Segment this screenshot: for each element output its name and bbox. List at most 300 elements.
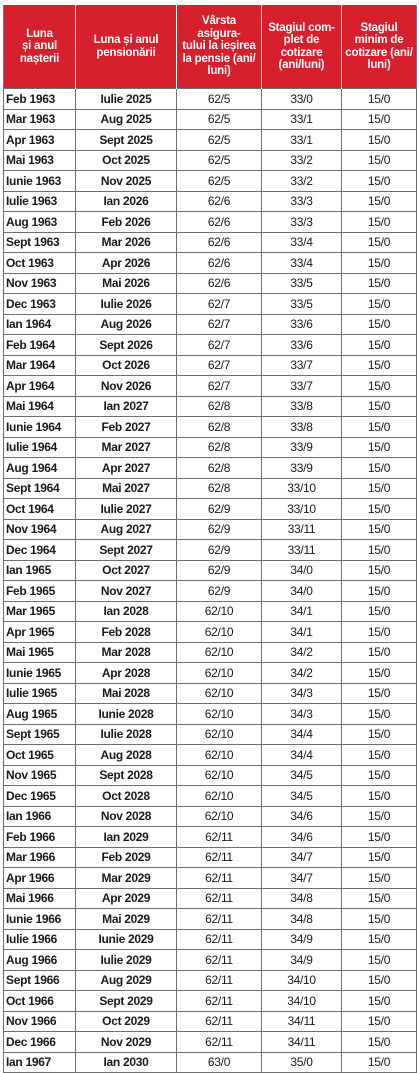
minimum-contribution-cell: 15/0 [342, 519, 417, 540]
table-row [4, 232, 417, 253]
full-contribution-cell: 33/10 [262, 499, 342, 520]
retirement-age-cell: 62/7 [177, 355, 262, 376]
birth-date-cell: Aug 1964 [4, 458, 76, 479]
full-contribution-cell: 33/3 [262, 191, 342, 212]
retirement-date-cell: Ian 2028 [76, 601, 177, 622]
birth-date-cell: Oct 1963 [4, 253, 76, 274]
retirement-date-cell: Mai 2027 [76, 478, 177, 499]
birth-date-cell: Apr 1963 [4, 130, 76, 151]
table-row [4, 909, 417, 930]
full-contribution-cell: 33/5 [262, 294, 342, 315]
table-row [4, 540, 417, 561]
minimum-contribution-cell: 15/0 [342, 540, 417, 561]
minimum-contribution-cell: 15/0 [342, 89, 417, 110]
full-contribution-cell: 34/1 [262, 622, 342, 643]
retirement-date-cell: Feb 2028 [76, 622, 177, 643]
full-contribution-cell: 33/7 [262, 376, 342, 397]
retirement-date-cell: Aug 2028 [76, 745, 177, 766]
table-row [4, 847, 417, 868]
retirement-date-cell: Sept 2025 [76, 130, 177, 151]
minimum-contribution-cell: 15/0 [342, 929, 417, 950]
header-line: Luna [26, 27, 53, 40]
retirement-date-cell: Feb 2027 [76, 417, 177, 438]
table-row [4, 786, 417, 807]
minimum-contribution-cell: 15/0 [342, 171, 417, 192]
minimum-contribution-cell: 15/0 [342, 581, 417, 602]
header-retirement-month-year [76, 5, 177, 89]
table-row [4, 171, 417, 192]
retirement-date-cell: Apr 2029 [76, 888, 177, 909]
header-line: Stagiul [360, 21, 398, 34]
retirement-date-cell: Oct 2029 [76, 1011, 177, 1032]
birth-date-cell: Feb 1966 [4, 827, 76, 848]
minimum-contribution-cell: 15/0 [342, 1011, 417, 1032]
retirement-date-cell: Iulie 2026 [76, 294, 177, 315]
birth-date-cell: Iulie 1965 [4, 683, 76, 704]
table-row [4, 478, 417, 499]
full-contribution-cell: 33/4 [262, 253, 342, 274]
table-row [4, 765, 417, 786]
retirement-age-cell: 62/11 [177, 1011, 262, 1032]
retirement-date-cell: Mar 2029 [76, 868, 177, 889]
retirement-age-cell: 62/10 [177, 642, 262, 663]
table-row [4, 212, 417, 233]
birth-date-cell: Mar 1965 [4, 601, 76, 622]
full-contribution-cell: 34/3 [262, 704, 342, 725]
retirement-age-cell: 62/8 [177, 437, 262, 458]
retirement-age-cell: 62/11 [177, 827, 262, 848]
minimum-contribution-cell: 15/0 [342, 683, 417, 704]
full-contribution-cell: 34/9 [262, 929, 342, 950]
retirement-age-cell: 62/10 [177, 601, 262, 622]
birth-date-cell: Aug 1963 [4, 212, 76, 233]
minimum-contribution-cell: 15/0 [342, 560, 417, 581]
birth-date-cell: Sept 1964 [4, 478, 76, 499]
full-contribution-cell: 34/0 [262, 581, 342, 602]
table-body [4, 89, 417, 1073]
full-contribution-cell: 33/7 [262, 355, 342, 376]
birth-date-cell: Ian 1967 [4, 1052, 76, 1073]
full-contribution-cell: 33/8 [262, 417, 342, 438]
minimum-contribution-cell: 15/0 [342, 1032, 417, 1053]
retirement-age-cell: 62/10 [177, 745, 262, 766]
table-row [4, 314, 417, 335]
retirement-age-cell: 62/5 [177, 89, 262, 110]
retirement-age-cell: 62/7 [177, 376, 262, 397]
birth-date-cell: Iunie 1963 [4, 171, 76, 192]
table-row [4, 417, 417, 438]
full-contribution-cell: 34/7 [262, 868, 342, 889]
header-full-contribution-period [262, 5, 342, 89]
birth-date-cell: Iulie 1966 [4, 929, 76, 950]
table-row [4, 355, 417, 376]
table-row [4, 1032, 417, 1053]
retirement-date-cell: Ian 2030 [76, 1052, 177, 1073]
table-row [4, 191, 417, 212]
table-row [4, 1011, 417, 1032]
table-row [4, 273, 417, 294]
table-row [4, 581, 417, 602]
birth-date-cell: Apr 1966 [4, 868, 76, 889]
birth-date-cell: Iunie 1964 [4, 417, 76, 438]
minimum-contribution-cell: 15/0 [342, 909, 417, 930]
retirement-age-cell: 62/11 [177, 888, 262, 909]
minimum-contribution-cell: 15/0 [342, 765, 417, 786]
retirement-date-cell: Iunie 2028 [76, 704, 177, 725]
header-line: Vârsta asigura- [197, 15, 241, 40]
retirement-date-cell: Mai 2026 [76, 273, 177, 294]
retirement-age-cell: 62/10 [177, 765, 262, 786]
retirement-date-cell: Sept 2028 [76, 765, 177, 786]
full-contribution-cell: 34/0 [262, 560, 342, 581]
full-contribution-cell: 33/11 [262, 540, 342, 561]
retirement-date-cell: Mar 2026 [76, 232, 177, 253]
retirement-age-cell: 62/8 [177, 458, 262, 479]
retirement-date-cell: Sept 2027 [76, 540, 177, 561]
full-contribution-cell: 35/0 [262, 1052, 342, 1073]
full-contribution-cell: 34/5 [262, 786, 342, 807]
full-contribution-cell: 33/1 [262, 109, 342, 130]
full-contribution-cell: 33/8 [262, 396, 342, 417]
retirement-age-cell: 62/10 [177, 724, 262, 745]
birth-date-cell: Dec 1963 [4, 294, 76, 315]
full-contribution-cell: 33/1 [262, 130, 342, 151]
header-retirement-age [177, 5, 262, 89]
birth-date-cell: Mar 1966 [4, 847, 76, 868]
minimum-contribution-cell: 15/0 [342, 745, 417, 766]
table-row [4, 499, 417, 520]
birth-date-cell: Iunie 1965 [4, 663, 76, 684]
retirement-age-cell: 62/5 [177, 130, 262, 151]
birth-date-cell: Sept 1965 [4, 724, 76, 745]
table-row [4, 294, 417, 315]
minimum-contribution-cell: 15/0 [342, 847, 417, 868]
retirement-age-cell: 62/6 [177, 232, 262, 253]
header-minimum-contribution-period [342, 5, 417, 89]
retirement-date-cell: Ian 2026 [76, 191, 177, 212]
table-row [4, 130, 417, 151]
birth-date-cell: Feb 1963 [4, 89, 76, 110]
retirement-age-cell: 62/9 [177, 519, 262, 540]
birth-date-cell: Mai 1964 [4, 396, 76, 417]
table-row [4, 1052, 417, 1073]
birth-date-cell: Iulie 1964 [4, 437, 76, 458]
table-row [4, 663, 417, 684]
retirement-age-cell: 62/9 [177, 560, 262, 581]
full-contribution-cell: 34/3 [262, 683, 342, 704]
birth-date-cell: Mar 1963 [4, 109, 76, 130]
retirement-date-cell: Iulie 2029 [76, 950, 177, 971]
minimum-contribution-cell: 15/0 [342, 109, 417, 130]
header-line: tului la ieșirea [182, 40, 256, 53]
full-contribution-cell: 33/6 [262, 335, 342, 356]
table-row [4, 642, 417, 663]
minimum-contribution-cell: 15/0 [342, 991, 417, 1012]
birth-date-cell: Apr 1964 [4, 376, 76, 397]
birth-date-cell: Apr 1965 [4, 622, 76, 643]
minimum-contribution-cell: 15/0 [342, 212, 417, 233]
table-row [4, 806, 417, 827]
retirement-date-cell: Oct 2026 [76, 355, 177, 376]
retirement-date-cell: Mar 2028 [76, 642, 177, 663]
header-line: (ani/luni) [278, 59, 325, 71]
retirement-date-cell: Nov 2028 [76, 806, 177, 827]
table-row [4, 335, 417, 356]
minimum-contribution-cell: 15/0 [342, 396, 417, 417]
header-line: Stagiul com- [268, 21, 335, 34]
birth-date-cell: Mai 1965 [4, 642, 76, 663]
retirement-age-cell: 62/10 [177, 622, 262, 643]
full-contribution-cell: 33/4 [262, 232, 342, 253]
table-row [4, 458, 417, 479]
minimum-contribution-cell: 15/0 [342, 150, 417, 171]
minimum-contribution-cell: 15/0 [342, 478, 417, 499]
header-line: plet de cotizare [280, 34, 323, 59]
table-row [4, 991, 417, 1012]
retirement-age-cell: 62/11 [177, 970, 262, 991]
retirement-age-cell: 62/7 [177, 314, 262, 335]
retirement-age-cell: 62/6 [177, 191, 262, 212]
retirement-age-cell: 62/7 [177, 294, 262, 315]
retirement-age-cell: 62/6 [177, 273, 262, 294]
minimum-contribution-cell: 15/0 [342, 273, 417, 294]
minimum-contribution-cell: 15/0 [342, 232, 417, 253]
table-row [4, 745, 417, 766]
full-contribution-cell: 34/2 [262, 642, 342, 663]
birth-date-cell: Oct 1965 [4, 745, 76, 766]
retirement-age-cell: 62/6 [177, 253, 262, 274]
header-row [4, 5, 417, 89]
header-line: nașterii [19, 52, 60, 65]
minimum-contribution-cell: 15/0 [342, 499, 417, 520]
minimum-contribution-cell: 15/0 [342, 437, 417, 458]
retirement-age-cell: 62/11 [177, 1032, 262, 1053]
retirement-age-cell: 62/10 [177, 663, 262, 684]
retirement-date-cell: Nov 2027 [76, 581, 177, 602]
birth-date-cell: Nov 1966 [4, 1011, 76, 1032]
header-line: și anul [21, 40, 58, 53]
retirement-date-cell: Ian 2027 [76, 396, 177, 417]
birth-date-cell: Feb 1965 [4, 581, 76, 602]
table-row [4, 437, 417, 458]
header-line: luni) [207, 65, 231, 78]
birth-date-cell: Iulie 1963 [4, 191, 76, 212]
full-contribution-cell: 33/9 [262, 458, 342, 479]
birth-date-cell: Oct 1964 [4, 499, 76, 520]
minimum-contribution-cell: 15/0 [342, 827, 417, 848]
retirement-age-cell: 62/11 [177, 929, 262, 950]
birth-date-cell: Sept 1966 [4, 970, 76, 991]
retirement-age-cell: 62/9 [177, 581, 262, 602]
retirement-date-cell: Apr 2026 [76, 253, 177, 274]
minimum-contribution-cell: 15/0 [342, 335, 417, 356]
table-row [4, 622, 417, 643]
birth-date-cell: Ian 1964 [4, 314, 76, 335]
minimum-contribution-cell: 15/0 [342, 130, 417, 151]
retirement-date-cell: Iulie 2025 [76, 89, 177, 110]
retirement-date-cell: Apr 2028 [76, 663, 177, 684]
retirement-age-cell: 62/11 [177, 868, 262, 889]
minimum-contribution-cell: 15/0 [342, 191, 417, 212]
table-row [4, 970, 417, 991]
retirement-date-cell: Aug 2027 [76, 519, 177, 540]
retirement-age-cell: 62/6 [177, 212, 262, 233]
minimum-contribution-cell: 15/0 [342, 314, 417, 335]
full-contribution-cell: 34/10 [262, 991, 342, 1012]
birth-date-cell: Mar 1964 [4, 355, 76, 376]
full-contribution-cell: 34/11 [262, 1011, 342, 1032]
header-birth-month-year [4, 5, 76, 89]
header-line: luni) [367, 59, 391, 71]
minimum-contribution-cell: 15/0 [342, 950, 417, 971]
full-contribution-cell: 33/5 [262, 273, 342, 294]
retirement-age-cell: 62/7 [177, 335, 262, 356]
birth-date-cell: Nov 1963 [4, 273, 76, 294]
table-row [4, 150, 417, 171]
birth-date-cell: Ian 1966 [4, 806, 76, 827]
birth-date-cell: Nov 1965 [4, 765, 76, 786]
retirement-age-cell: 62/11 [177, 909, 262, 930]
retirement-date-cell: Apr 2027 [76, 458, 177, 479]
retirement-age-cell: 62/5 [177, 150, 262, 171]
birth-date-cell: Aug 1965 [4, 704, 76, 725]
birth-date-cell: Mai 1963 [4, 150, 76, 171]
birth-date-cell: Feb 1964 [4, 335, 76, 356]
full-contribution-cell: 34/5 [262, 765, 342, 786]
full-contribution-cell: 34/8 [262, 888, 342, 909]
minimum-contribution-cell: 15/0 [342, 1052, 417, 1073]
full-contribution-cell: 33/2 [262, 150, 342, 171]
birth-date-cell: Mai 1966 [4, 888, 76, 909]
full-contribution-cell: 34/2 [262, 663, 342, 684]
full-contribution-cell: 33/3 [262, 212, 342, 233]
retirement-date-cell: Sept 2029 [76, 991, 177, 1012]
header-line: minim de [354, 34, 404, 46]
retirement-age-cell: 62/8 [177, 396, 262, 417]
retirement-date-cell: Nov 2025 [76, 171, 177, 192]
pension-schedule-table [3, 5, 417, 1073]
birth-date-cell: Oct 1966 [4, 991, 76, 1012]
retirement-age-cell: 62/10 [177, 683, 262, 704]
header-line: cotizare (ani/ [345, 46, 413, 59]
retirement-date-cell: Mai 2029 [76, 909, 177, 930]
retirement-date-cell: Oct 2027 [76, 560, 177, 581]
table-row [4, 560, 417, 581]
retirement-date-cell: Aug 2029 [76, 970, 177, 991]
birth-date-cell: Nov 1964 [4, 519, 76, 540]
full-contribution-cell: 34/7 [262, 847, 342, 868]
full-contribution-cell: 34/6 [262, 806, 342, 827]
retirement-date-cell: Aug 2026 [76, 314, 177, 335]
minimum-contribution-cell: 15/0 [342, 724, 417, 745]
retirement-date-cell: Oct 2028 [76, 786, 177, 807]
birth-date-cell: Iunie 1966 [4, 909, 76, 930]
table-row [4, 888, 417, 909]
retirement-age-cell: 62/8 [177, 417, 262, 438]
full-contribution-cell: 33/0 [262, 89, 342, 110]
full-contribution-cell: 33/11 [262, 519, 342, 540]
retirement-age-cell: 62/5 [177, 109, 262, 130]
table-row [4, 253, 417, 274]
retirement-age-cell: 62/5 [177, 171, 262, 192]
retirement-date-cell: Nov 2026 [76, 376, 177, 397]
retirement-age-cell: 62/8 [177, 478, 262, 499]
retirement-date-cell: Sept 2026 [76, 335, 177, 356]
birth-date-cell: Dec 1964 [4, 540, 76, 561]
birth-date-cell: Dec 1965 [4, 786, 76, 807]
minimum-contribution-cell: 15/0 [342, 417, 417, 438]
minimum-contribution-cell: 15/0 [342, 786, 417, 807]
full-contribution-cell: 34/10 [262, 970, 342, 991]
full-contribution-cell: 33/10 [262, 478, 342, 499]
minimum-contribution-cell: 15/0 [342, 253, 417, 274]
table-row [4, 109, 417, 130]
table-row [4, 929, 417, 950]
minimum-contribution-cell: 15/0 [342, 663, 417, 684]
retirement-date-cell: Iulie 2028 [76, 724, 177, 745]
birth-date-cell: Dec 1966 [4, 1032, 76, 1053]
table-row [4, 704, 417, 725]
full-contribution-cell: 33/6 [262, 314, 342, 335]
minimum-contribution-cell: 15/0 [342, 355, 417, 376]
retirement-date-cell: Aug 2025 [76, 109, 177, 130]
retirement-date-cell: Mar 2027 [76, 437, 177, 458]
minimum-contribution-cell: 15/0 [342, 970, 417, 991]
minimum-contribution-cell: 15/0 [342, 806, 417, 827]
retirement-date-cell: Mai 2028 [76, 683, 177, 704]
table-row [4, 724, 417, 745]
retirement-date-cell: Oct 2025 [76, 150, 177, 171]
full-contribution-cell: 34/6 [262, 827, 342, 848]
retirement-age-cell: 62/10 [177, 806, 262, 827]
header-line: pensionării [96, 46, 156, 59]
minimum-contribution-cell: 15/0 [342, 704, 417, 725]
full-contribution-cell: 34/4 [262, 724, 342, 745]
table-row [4, 601, 417, 622]
header-line: Luna și anul [93, 34, 159, 46]
full-contribution-cell: 33/2 [262, 171, 342, 192]
retirement-age-cell: 62/9 [177, 499, 262, 520]
retirement-date-cell: Iulie 2027 [76, 499, 177, 520]
table-row [4, 950, 417, 971]
table-row [4, 376, 417, 397]
birth-date-cell: Aug 1966 [4, 950, 76, 971]
minimum-contribution-cell: 15/0 [342, 601, 417, 622]
table-row [4, 519, 417, 540]
table-row [4, 89, 417, 110]
table-header [4, 5, 417, 89]
retirement-age-cell: 62/11 [177, 991, 262, 1012]
full-contribution-cell: 34/11 [262, 1032, 342, 1053]
header-line: la pensie (ani/ [182, 52, 256, 65]
full-contribution-cell: 34/1 [262, 601, 342, 622]
full-contribution-cell: 34/4 [262, 745, 342, 766]
table-row [4, 868, 417, 889]
minimum-contribution-cell: 15/0 [342, 888, 417, 909]
retirement-age-cell: 62/10 [177, 786, 262, 807]
birth-date-cell: Sept 1963 [4, 232, 76, 253]
retirement-date-cell: Feb 2026 [76, 212, 177, 233]
retirement-age-cell: 62/9 [177, 540, 262, 561]
minimum-contribution-cell: 15/0 [342, 622, 417, 643]
table-row [4, 827, 417, 848]
minimum-contribution-cell: 15/0 [342, 458, 417, 479]
retirement-age-cell: 62/11 [177, 847, 262, 868]
retirement-date-cell: Ian 2029 [76, 827, 177, 848]
full-contribution-cell: 34/9 [262, 950, 342, 971]
retirement-age-cell: 62/11 [177, 950, 262, 971]
table-row [4, 396, 417, 417]
